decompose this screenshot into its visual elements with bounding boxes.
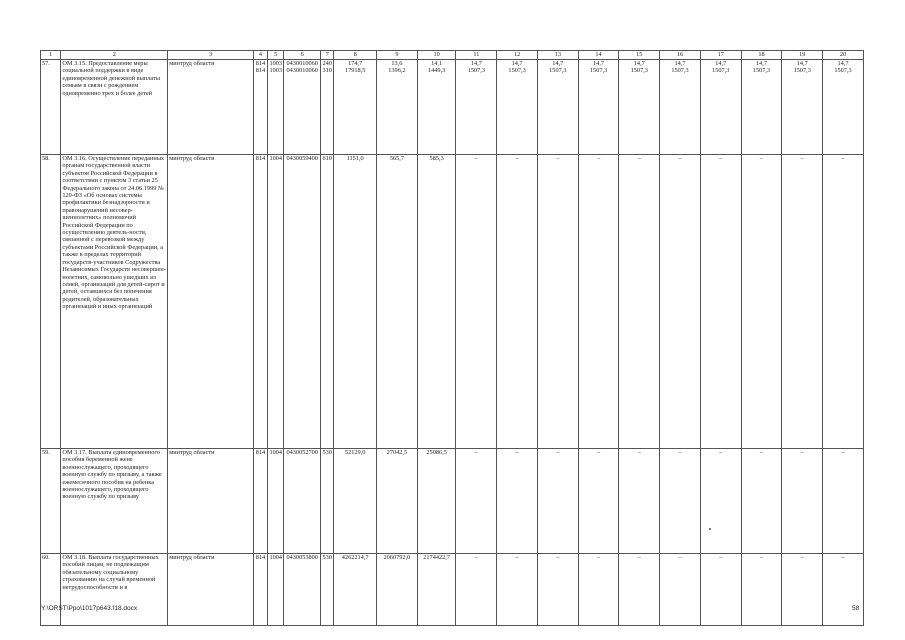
section-code-cell — [268, 554, 284, 626]
section-code: 1004 — [269, 449, 283, 456]
amount-col-14-cell — [578, 449, 619, 554]
amount-col-20-cell — [823, 449, 864, 554]
amount-col-17: – — [719, 155, 723, 162]
amount-col-17-cell — [700, 449, 741, 554]
header-cell: 7 — [321, 51, 334, 60]
total-amount: 1151,0 — [346, 155, 364, 162]
amount-col-18-cell — [741, 449, 782, 554]
amount-col-12: 1507,3 — [508, 67, 526, 75]
amount-col-15: – — [637, 554, 641, 561]
header-cell: 1 — [41, 51, 61, 60]
amount-col-14: – — [596, 449, 601, 456]
header-cell: 5 — [268, 51, 284, 60]
amount-col-20: – — [841, 554, 845, 561]
amount-col-12-cell — [497, 449, 538, 554]
amount-col-19: – — [800, 554, 804, 561]
section-code: 1003 — [269, 60, 283, 67]
expense-type-cell — [321, 155, 334, 449]
amount-col-11-cell — [456, 554, 497, 626]
gov-code-cell — [253, 449, 267, 554]
amount-col-18-cell — [741, 554, 782, 626]
expense-type: 530 — [322, 554, 332, 561]
row-number: 58. — [41, 155, 61, 449]
amount-col-9-cell — [377, 554, 418, 626]
section-code-cell — [268, 449, 284, 554]
amount-col-20: 14,7 — [837, 60, 849, 67]
total-amount: 17918,5 — [344, 67, 366, 75]
amount-col-12-cell — [497, 554, 538, 626]
amount-col-17: 1507,3 — [712, 67, 730, 75]
amount-col-10: 1449,3 — [427, 67, 446, 75]
amount-col-15-cell — [619, 155, 660, 449]
section-code-cell — [268, 155, 284, 449]
header-cell: 15 — [619, 51, 660, 60]
amount-col-11: 1507,3 — [467, 67, 486, 75]
amount-col-10-cell — [417, 60, 456, 155]
amount-col-12: – — [515, 449, 519, 456]
section-code-cell — [268, 60, 284, 155]
amount-col-10-cell — [417, 554, 456, 626]
amount-col-10: 14,1 — [431, 60, 443, 67]
expense-type-cell — [321, 60, 334, 155]
amount-col-18-cell — [741, 155, 782, 449]
amount-col-9-cell — [377, 449, 418, 554]
amount-col-12: 14,7 — [511, 60, 523, 67]
amount-col-18: – — [759, 449, 764, 456]
amount-col-11: – — [474, 554, 478, 561]
amount-col-16-cell — [660, 449, 701, 554]
amount-col-18: 1507,3 — [752, 67, 771, 75]
amount-col-13-cell — [537, 60, 578, 155]
target-article: 0430010060 — [286, 67, 318, 75]
measure-description: ОМ 3.16. Осуществление переданных органам государственной власти субъектов Российской Федерации в соответствии с пунктом 3 статьи 25 Федерального закона от 24.06.1999 № 120-ФЗ «Об основах системы профилактики безнадзорности и правонарушений несовер-шеннолетних» полномочий Российской Федерации по осуществлению деятель-ности, связанной с перевозкой между субъектами Российской Федерации, а также в пределах территорий государств-участников Содружества Независимых Государств несовершен-нолетних, самовольно ушедших из семей, организаций для детей-сирот и детей, оставшихся без попечения родителей, образовательных организаций и иных организаций — [61, 155, 168, 449]
amount-col-12: – — [515, 554, 519, 561]
amount-col-20-cell — [823, 60, 864, 155]
amount-col-16-cell — [660, 155, 701, 449]
gov-code: 814 — [255, 67, 266, 75]
amount-col-9-cell — [377, 60, 418, 155]
budget-table — [40, 50, 864, 626]
amount-col-19-cell — [782, 60, 823, 155]
amount-col-15: – — [637, 155, 641, 162]
header-cell: 17 — [700, 51, 741, 60]
amount-col-13-cell — [537, 449, 578, 554]
total-amount: 174,7 — [348, 60, 363, 67]
header-cell: 18 — [741, 51, 782, 60]
gov-code-cell — [253, 554, 267, 626]
amount-col-18: 14,7 — [755, 60, 767, 67]
header-cell: 11 — [456, 51, 497, 60]
amount-col-20: – — [841, 449, 845, 456]
amount-col-17: – — [719, 449, 723, 456]
target-article-cell — [284, 449, 321, 554]
header-cell: 16 — [660, 51, 701, 60]
amount-col-11: 14,7 — [470, 60, 482, 67]
executor: минтруд области — [168, 60, 254, 155]
amount-col-14-cell — [578, 554, 619, 626]
expense-type-cell — [321, 449, 334, 554]
amount-col-13-cell — [537, 554, 578, 626]
total-amount-cell — [334, 449, 377, 554]
amount-col-18: – — [759, 554, 764, 561]
amount-col-10: 585,3 — [429, 155, 444, 162]
amount-col-9-cell — [377, 155, 418, 449]
amount-col-19-cell — [782, 554, 823, 626]
total-amount: 52129,0 — [344, 449, 366, 456]
total-amount-cell — [334, 554, 377, 626]
total-amount-cell — [334, 155, 377, 449]
amount-col-14-cell — [578, 155, 619, 449]
amount-col-14-cell — [578, 60, 619, 155]
amount-col-19: – — [800, 155, 804, 162]
gov-code-cell — [253, 155, 267, 449]
amount-col-19: – — [800, 449, 804, 456]
amount-col-16: – — [678, 449, 682, 456]
amount-col-11-cell — [456, 60, 497, 155]
expense-type: 240 — [322, 60, 332, 67]
total-amount: 4262214,7 — [341, 554, 369, 561]
amount-col-16-cell — [660, 554, 701, 626]
amount-col-16: 14,7 — [674, 60, 686, 67]
scan-speck — [709, 528, 711, 530]
amount-col-13: – — [556, 155, 560, 162]
amount-col-14: 1507,3 — [589, 67, 608, 75]
amount-col-15-cell — [619, 449, 660, 554]
amount-col-14: 14,7 — [593, 60, 605, 67]
amount-col-17-cell — [700, 554, 741, 626]
table-row — [41, 449, 864, 554]
executor: минтруд области — [168, 155, 254, 449]
amount-col-20: – — [841, 155, 845, 162]
header-cell: 9 — [377, 51, 418, 60]
measure-description: ОМ 3.15. Предоставление меры социальной поддержки в виде единовременной денежной выплаты семьям в связи с рождением одновременно трех и более детей — [61, 60, 168, 155]
amount-col-15: 1507,3 — [630, 67, 648, 75]
amount-col-16-cell — [660, 60, 701, 155]
footer-file-path: Y:\ORST\Ppo\1017p643.f18.docx — [41, 605, 138, 612]
target-article: 0430059400 — [286, 155, 318, 162]
target-article: 0430053800 — [286, 554, 318, 561]
header-cell: 2 — [61, 51, 168, 60]
amount-col-15-cell — [619, 60, 660, 155]
amount-col-19: 14,7 — [796, 60, 808, 67]
amount-col-18: – — [759, 155, 764, 162]
amount-col-15: 14,7 — [633, 60, 645, 67]
gov-code: 814 — [255, 449, 266, 456]
amount-col-14: – — [596, 155, 601, 162]
amount-col-9: 13,6 — [391, 60, 403, 67]
header-cell: 3 — [168, 51, 254, 60]
row-number: 57. — [41, 60, 61, 155]
table-row — [41, 554, 864, 626]
table-row — [41, 155, 864, 449]
amount-col-13: – — [556, 449, 560, 456]
expense-type: 310 — [322, 67, 332, 75]
amount-col-10: 25086,5 — [426, 449, 447, 456]
gov-code: 814 — [255, 60, 266, 67]
amount-col-17: – — [719, 554, 723, 561]
amount-col-17-cell — [700, 60, 741, 155]
amount-col-10: 2174422,7 — [423, 554, 451, 561]
amount-col-17: 14,7 — [715, 60, 727, 67]
footer-page-number: 58 — [852, 605, 860, 612]
row-number: 59. — [41, 449, 61, 554]
total-amount-cell — [334, 60, 377, 155]
header-cell: 10 — [417, 51, 456, 60]
target-article-cell — [284, 554, 321, 626]
amount-col-9: 565,7 — [389, 155, 404, 162]
amount-col-20: 1507,3 — [834, 67, 852, 75]
amount-col-13: 1507,3 — [549, 67, 567, 75]
amount-col-13: 14,7 — [552, 60, 564, 67]
amount-col-20-cell — [823, 155, 864, 449]
header-cell: 19 — [782, 51, 823, 60]
expense-type-cell — [321, 554, 334, 626]
gov-code: 814 — [255, 155, 266, 162]
expense-type: 530 — [322, 449, 332, 456]
amount-col-19-cell — [782, 155, 823, 449]
amount-col-11: – — [474, 155, 478, 162]
amount-col-18-cell — [741, 60, 782, 155]
amount-col-12-cell — [497, 155, 538, 449]
amount-col-19-cell — [782, 449, 823, 554]
amount-col-9: 1396,2 — [388, 67, 406, 75]
amount-col-15: – — [637, 449, 641, 456]
expense-type: 610 — [322, 155, 332, 162]
header-cell: 6 — [284, 51, 321, 60]
amount-col-15-cell — [619, 554, 660, 626]
measure-description: ОМ 3.18. Выплата государственных пособий лицам, не подлежащим обязательному социальному страхованию на случай временной нетрудоспособности и в — [61, 554, 168, 626]
amount-col-16: – — [678, 554, 682, 561]
amount-col-20-cell — [823, 554, 864, 626]
amount-col-11-cell — [456, 449, 497, 554]
amount-col-16: – — [678, 155, 682, 162]
target-article: 0430010060 — [286, 60, 318, 67]
section-code: 1003 — [269, 67, 283, 75]
table-row — [41, 60, 864, 155]
amount-col-13: – — [556, 554, 560, 561]
row-number: 60. — [41, 554, 61, 626]
header-cell: 4 — [253, 51, 267, 60]
header-cell: 13 — [537, 51, 578, 60]
section-code: 1004 — [269, 554, 283, 561]
amount-col-14: – — [596, 554, 601, 561]
amount-col-13-cell — [537, 155, 578, 449]
header-row — [41, 51, 864, 60]
target-article-cell — [284, 155, 321, 449]
header-cell: 12 — [497, 51, 538, 60]
header-cell: 8 — [334, 51, 377, 60]
executor: минтруд области — [168, 554, 254, 626]
header-cell: 14 — [578, 51, 619, 60]
measure-description: ОМ 3.17. Выплата единовременного пособия беременной жене военнослужащего, проходящего военную службу по призыву, а также ежемесячного пособия на ребенка военнослужащего, проходящего военную службу по призыву — [61, 449, 168, 554]
amount-col-11: – — [474, 449, 478, 456]
amount-col-9: 27042,5 — [386, 449, 408, 456]
amount-col-12-cell — [497, 60, 538, 155]
amount-col-19: 1507,3 — [793, 67, 811, 75]
amount-col-16: 1507,3 — [671, 67, 689, 75]
amount-col-9: 2060792,0 — [383, 554, 411, 561]
target-article-cell — [284, 60, 321, 155]
amount-col-11-cell — [456, 155, 497, 449]
executor: минтруд области — [168, 449, 254, 554]
amount-col-10-cell — [417, 449, 456, 554]
amount-col-12: – — [515, 155, 519, 162]
target-article: 0430052700 — [286, 449, 318, 456]
header-cell: 20 — [823, 51, 864, 60]
gov-code: 814 — [255, 554, 266, 561]
amount-col-10-cell — [417, 155, 456, 449]
amount-col-17-cell — [700, 155, 741, 449]
section-code: 1004 — [269, 155, 283, 162]
gov-code-cell — [253, 60, 267, 155]
